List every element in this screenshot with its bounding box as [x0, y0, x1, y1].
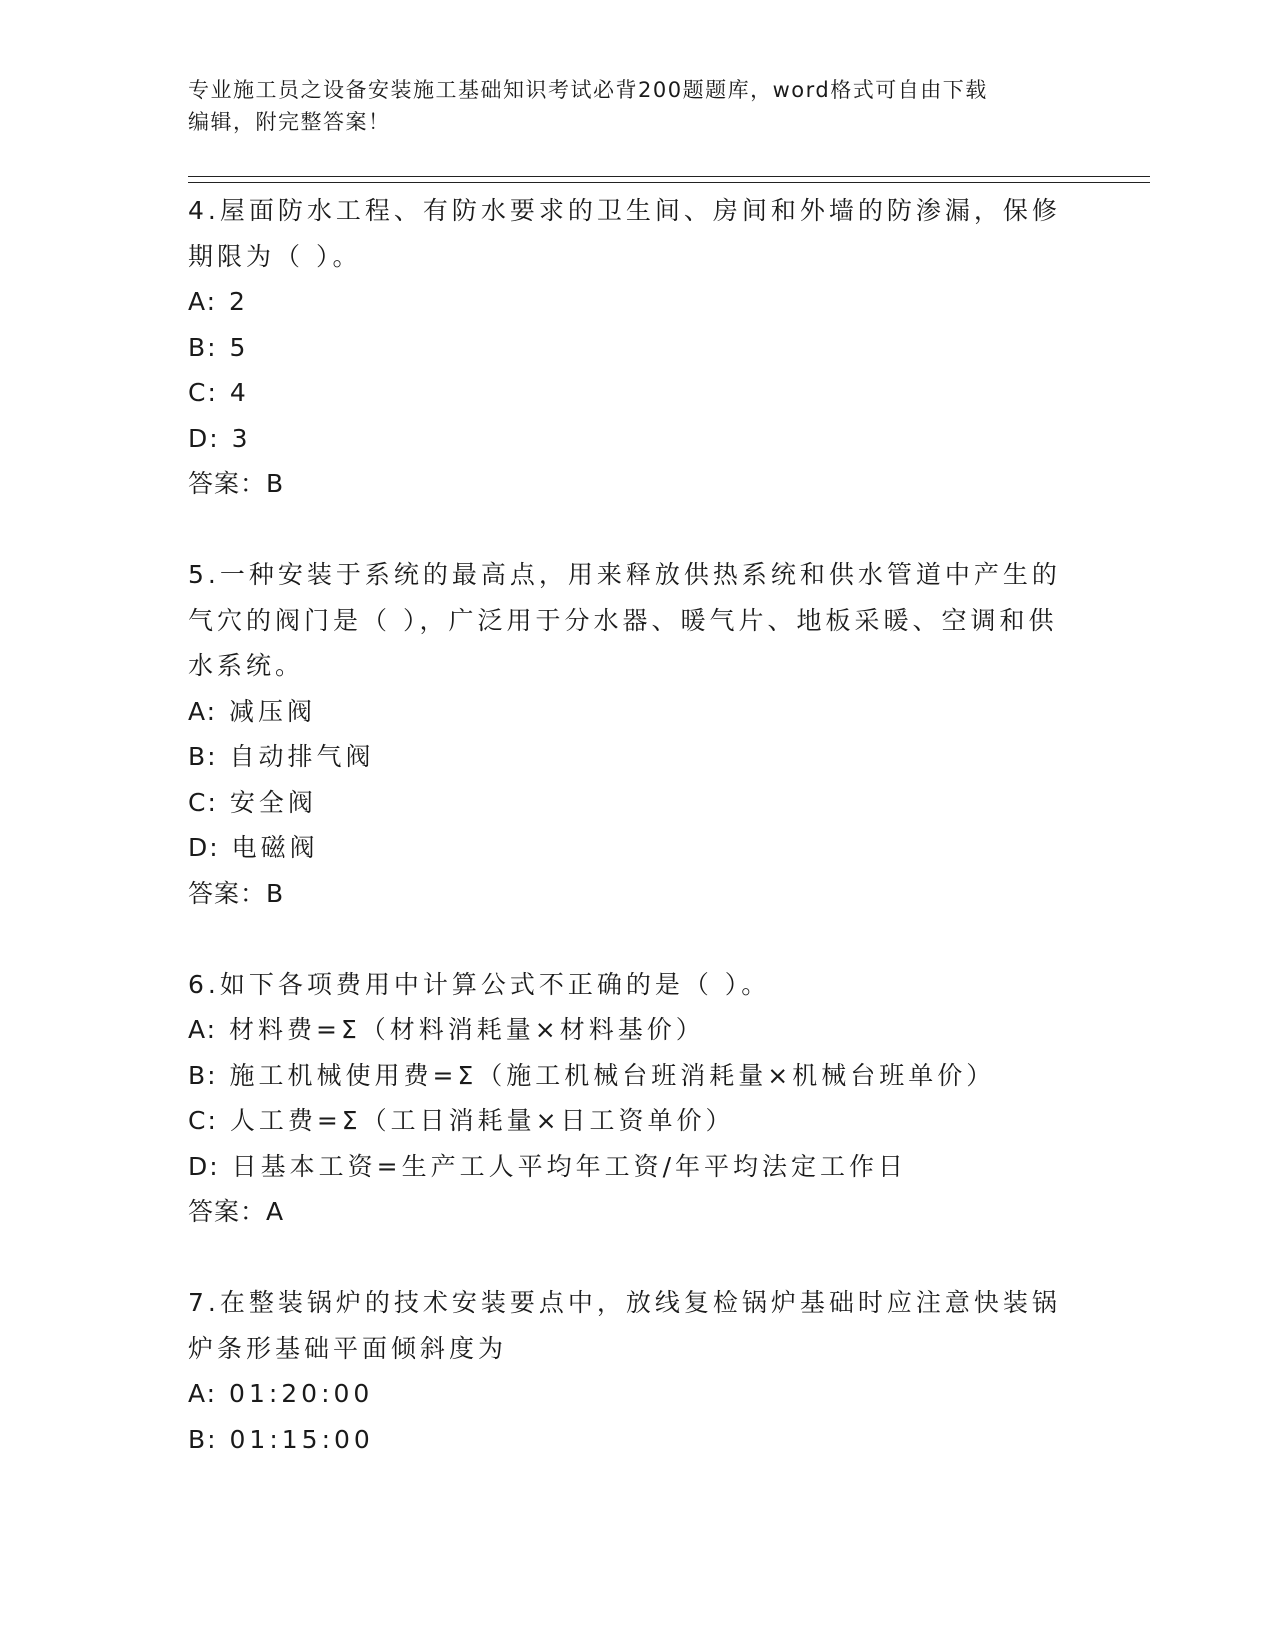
- option-key: B:: [188, 1424, 218, 1454]
- spacer: [188, 916, 1088, 962]
- question-block: [188, 1280, 1088, 1462]
- option-b: [188, 1417, 1088, 1463]
- option-text: 2: [229, 287, 249, 316]
- option-text: 4: [229, 378, 250, 407]
- option-key: B:: [188, 1060, 218, 1090]
- option-text: 施工机械使用费=Σ（施工机械台班消耗量×机械台班单价）: [229, 1060, 996, 1090]
- option-key: D:: [188, 1151, 220, 1181]
- option-key: C:: [188, 787, 218, 817]
- option-key: A:: [188, 696, 218, 726]
- option-text: 日基本工资=生产工人平均年工资/年平均法定工作日: [231, 1151, 908, 1181]
- option-key: C:: [188, 378, 218, 407]
- option-key: B:: [188, 332, 218, 362]
- option-key: A:: [188, 1015, 218, 1044]
- answer-text: 答案：B: [188, 878, 285, 908]
- question-text: 期限为（ ）。: [188, 241, 362, 271]
- option-text: 电磁阀: [231, 833, 319, 862]
- header-divider-bottom: [188, 182, 1150, 183]
- question-text: 炉条形基础平面倾斜度为: [188, 1333, 508, 1363]
- header-line-1: 专业施工员之设备安装施工基础知识考试必背200题题库，word格式可自由下载: [188, 78, 988, 102]
- option-text: 01:15:00: [229, 1424, 374, 1454]
- question-block: [188, 188, 1088, 507]
- answer-text: 答案：A: [188, 1197, 285, 1226]
- question-text: 5.一种安装于系统的最高点，用来释放供热系统和供水管道中产生的: [188, 560, 1061, 589]
- answer-text: 答案：B: [188, 469, 285, 498]
- option-a: [188, 1371, 1088, 1417]
- question-list: [188, 188, 1088, 1462]
- option-c: [188, 370, 1088, 416]
- question-text: 6.如下各项费用中计算公式不正确的是（ ）。: [188, 969, 771, 999]
- spacer: [188, 507, 1088, 553]
- option-key: D:: [188, 833, 220, 862]
- option-b: [188, 1053, 1088, 1099]
- option-b: [188, 734, 1088, 780]
- option-a: [188, 1007, 1088, 1053]
- option-key: A:: [188, 287, 218, 316]
- option-text: 01:20:00: [229, 1379, 374, 1408]
- question-text: 4.屋面防水工程、有防水要求的卫生间、房间和外墙的防渗漏，保修: [188, 196, 1061, 225]
- header-divider-top: [188, 176, 1150, 177]
- option-key: D:: [188, 423, 220, 453]
- question-block: [188, 962, 1088, 1235]
- option-a: [188, 689, 1088, 735]
- question-text: 水系统。: [188, 651, 305, 680]
- option-d: [188, 825, 1088, 871]
- option-key: A:: [188, 1379, 218, 1408]
- option-text: 自动排气阀: [229, 742, 375, 771]
- option-key: B:: [188, 742, 218, 771]
- option-c: [188, 780, 1088, 826]
- option-a: [188, 279, 1088, 325]
- option-text: 减压阀: [229, 696, 317, 726]
- option-text: 安全阀: [229, 787, 317, 817]
- option-c: [188, 1098, 1088, 1144]
- option-text: 材料费=Σ（材料消耗量×材料基价）: [229, 1015, 705, 1044]
- document-header: [188, 74, 1088, 138]
- spacer: [188, 1235, 1088, 1281]
- question-text: 气穴的阀门是（ ），广泛用于分水器、暖气片、地板采暖、空调和供: [188, 605, 1058, 635]
- option-d: [188, 416, 1088, 462]
- option-text: 5: [229, 332, 250, 362]
- question-block: [188, 552, 1088, 916]
- header-line-2: 编辑，附完整答案！: [188, 110, 391, 134]
- option-d: [188, 1144, 1088, 1190]
- option-b: [188, 325, 1088, 371]
- option-text: 3: [231, 423, 252, 453]
- question-text: 7.在整装锅炉的技术安装要点中，放线复检锅炉基础时应注意快装锅: [188, 1288, 1061, 1317]
- option-key: C:: [188, 1106, 218, 1135]
- option-text: 人工费=Σ（工日消耗量×日工资单价）: [229, 1106, 735, 1135]
